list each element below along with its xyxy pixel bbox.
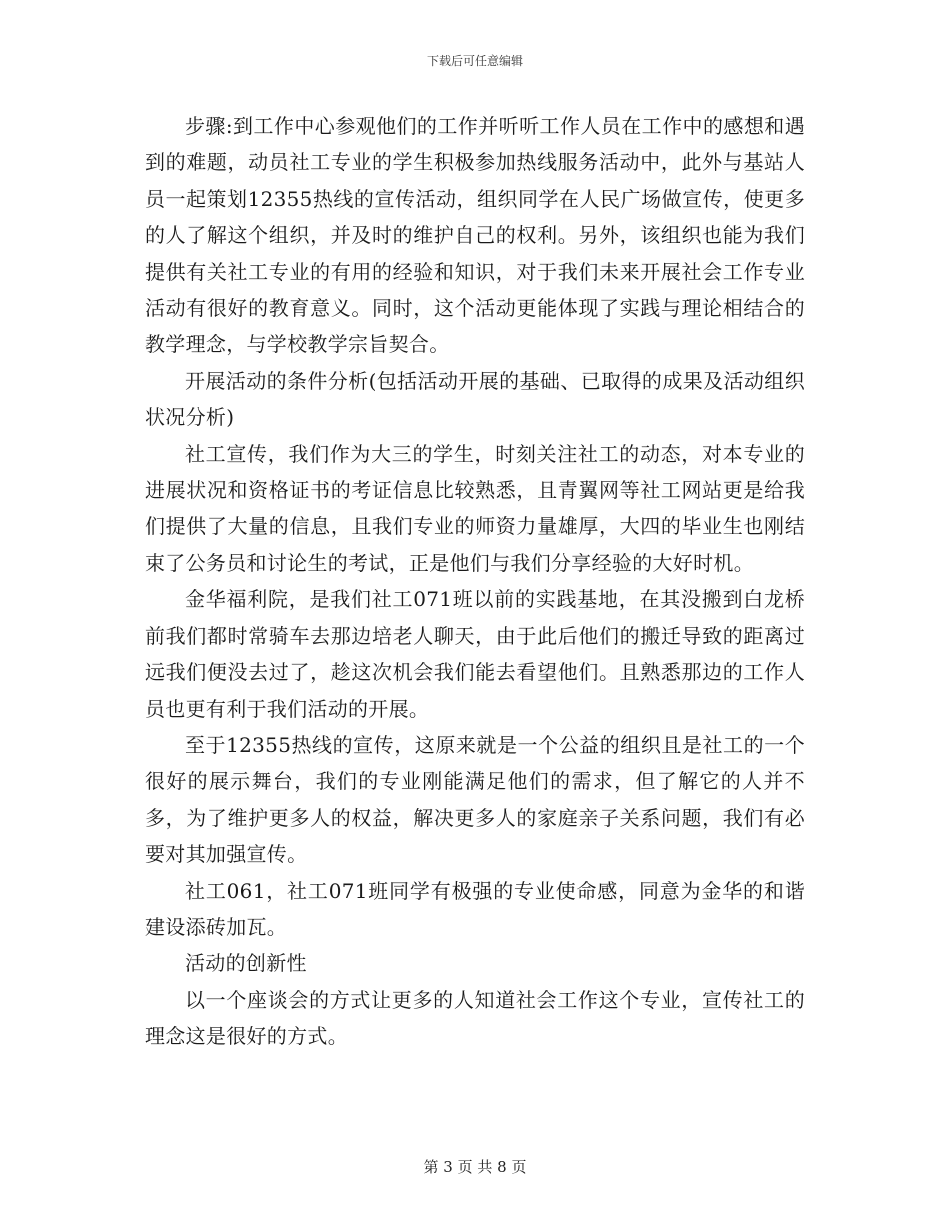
paragraph-welfare-home: 金华福利院，是我们社工071班以前的实践基地，在其没搬到白龙桥前我们都时常骑车去那边培老人聊天，由于此后他们的搬迁导致的距离过远我们便没去过了，趁这次机会我们能去看望他们。且熟悉那边的工作人员也更有利于我们活动的开展。 <box>145 587 805 721</box>
paragraph-innovation-heading: 活动的创新性 <box>185 951 307 976</box>
paragraph-social-work-promotion: 社工宣传，我们作为大三的学生，时刻关注社工的动态，对本专业的进展状况和资格证书的考证信息比较熟悉，且青翼网等社工网站更是给我们提供了大量的信息，且我们专业的师资力量雄厚，大四的毕业生也刚结束了公务员和讨论生的考试，正是他们与我们分享经验的大好时机。 <box>145 441 805 575</box>
paragraph-innovation: 以一个座谈会的方式让更多的人知道社会工作这个专业，宣传社工的理念这是很好的方式。 <box>145 987 805 1049</box>
paragraph-classes: 社工061，社工071班同学有极强的专业使命感，同意为金华的和谐建设添砖加瓦。 <box>145 878 805 939</box>
document-body <box>145 108 805 1055</box>
page-footer: 第 3 页 共 8 页 <box>423 1158 527 1176</box>
paragraph-condition-heading: 开展活动的条件分析(包括活动开展的基础、已取得的成果及活动组织状况分析) <box>145 368 805 430</box>
paragraph-hotline-promotion: 至于12355热线的宣传，这原来就是一个公益的组织且是社工的一个很好的展示舞台，我们的专业刚能满足他们的需求，但了解它的人并不多，为了维护更多人的权益，解决更多人的家庭亲子关系问题，我们有必要对其加强宣传。 <box>145 732 805 867</box>
paragraph-steps: 步骤:到工作中心参观他们的工作并听听工作人员在工作中的感想和遇到的难题，动员社工专业的学生积极参加热线服务活动中，此外与基站人员一起策划12355热线的宣传活动，组织同学在人民广场做宣传，使更多的人了解这个组织，并及时的维护自己的权利。另外，该组织也能为我们提供有关社工专业的有用的经验和知识，对于我们未来开展社会工作专业活动有很好的教育意义。同时，这个活动更能体现了实践与理论相结合的教学理念，与学校教学宗旨契合。 <box>145 114 805 357</box>
page-header: 下载后可任意编辑 <box>426 54 523 68</box>
